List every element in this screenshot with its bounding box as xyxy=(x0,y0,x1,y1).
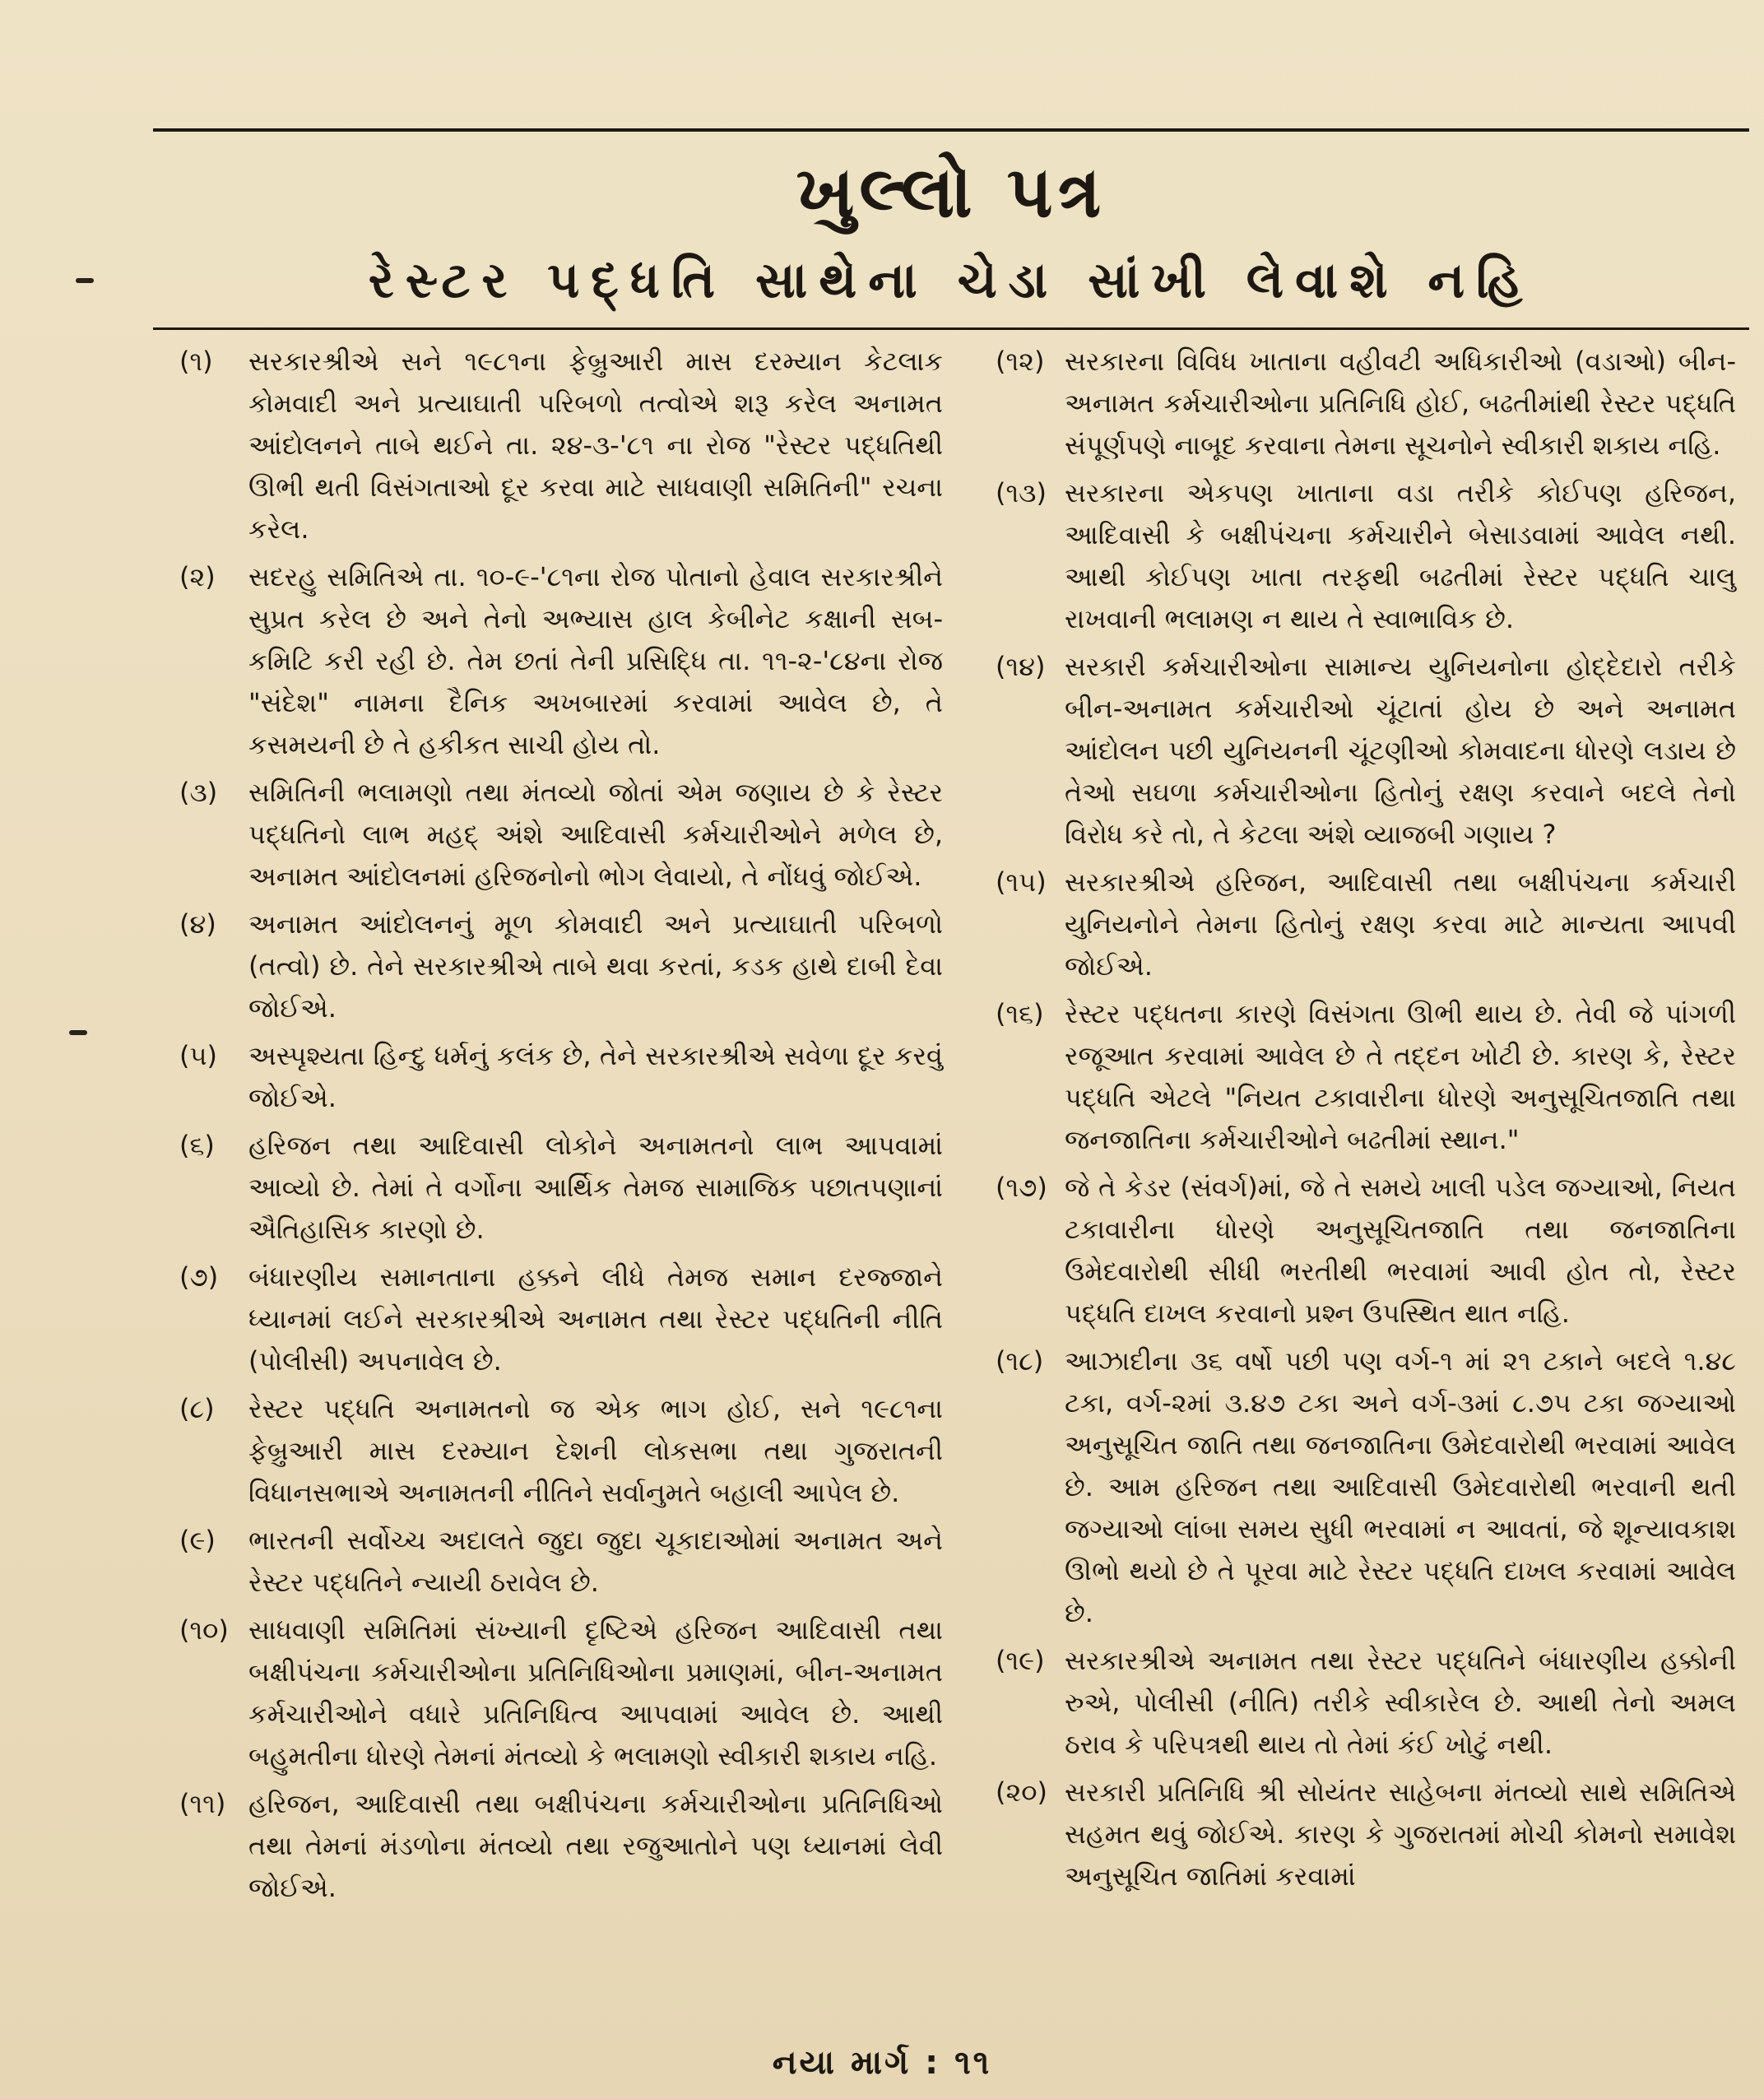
point-number: (૨૦) xyxy=(996,1776,1048,1808)
point-text: સરકારી કર્મચારીઓના સામાન્ય યુનિયનોના હોદ્દેદારો તરીકે બીન-અનામત કર્મચારીઓ ચૂંટાતાં હોય છે અને અનામત આંદોલન પછી યુનિયનની ચૂંટણીઓ કોમવાદના ધોરણે લડાય છે તેઓ સઘળા કર્મચારીઓના હિતોનું રક્ષણ કરવાને બદલે તેનો વિરોધ કરે તો, તે કેટલા અંશે વ્યાજબી ગણાય ? xyxy=(1065,651,1736,850)
point-number: (૩) xyxy=(179,777,218,808)
numbered-point xyxy=(996,472,1736,640)
punch-mark xyxy=(76,278,94,283)
point-number: (૧૧) xyxy=(179,1788,226,1819)
point-number: (૧૩) xyxy=(996,477,1047,508)
point-number: (૫) xyxy=(179,1040,217,1071)
numbered-point xyxy=(179,1783,943,1909)
point-text: સરકારશ્રીએ અનામત તથા રેસ્ટર પદ્ધતિને બંધારણીય હક્કોની રુએ, પોલીસી (નીતિ) તરીકે સ્વીકારેલ છે. આથી તેનો અમલ ઠરાવ કે પરિપત્રથી થાય તો તેમાં કંઈ ખોટું નથી. xyxy=(1065,1645,1736,1760)
punch-mark xyxy=(69,1030,87,1035)
title-divider xyxy=(153,327,1749,330)
numbered-point xyxy=(996,1772,1736,1897)
numbered-point xyxy=(179,556,943,766)
point-number: (૧૬) xyxy=(996,998,1044,1029)
point-text: રેસ્ટર પદ્ધતના કારણે વિસંગતા ઊભી થાય છે. તેવી જે પાંગળી રજૂઆત કરવામાં આવેલ છે તે તદ્દન ખોટી છે. કારણ કે, રેસ્ટર પદ્ધતિ એટલે "નિયત ટકાવારીના ધોરણે અનુસૂચિતજાતિ તથા જનજાતિના કર્મચારીઓને બઢતીમાં સ્થાન." xyxy=(1065,998,1736,1155)
point-number: (૨) xyxy=(179,561,216,592)
point-text: સરકારના વિવિધ ખાતાના વહીવટી અધિકારીઓ (વડાઓ) બીન-અનામત કર્મચારીઓના પ્રતિનિધિ હોઈ, બઢતીમાંથી રેસ્ટર પદ્ધતિ સંપૂર્ણપણે નાબૂદ કરવાના તેમના સૂચનોને સ્વીકારી શકાય નહિ. xyxy=(1065,346,1736,461)
point-text: અનામત આંદોલનનું મૂળ કોમવાદી અને પ્રત્યાઘાતી પરિબળો (તત્વો) છે. તેને સરકારશ્રીએ તાબે થવા કરતાં, કડક હાથે દાબી દેવા જોઈએ. xyxy=(248,908,943,1024)
numbered-point xyxy=(179,341,943,550)
numbered-point xyxy=(996,646,1736,856)
point-text: સમિતિની ભલામણો તથા મંતવ્યો જોતાં એમ જણાય છે કે રેસ્ટર પદ્ધતિનો લાભ મહદ્ અંશે આદિવાસી કર્મચારીઓને મળેલ છે, અનામત આંદોલનમાં હરિજનોનો ભોગ લેવાયો, તે નોંધવું જોઈએ. xyxy=(248,777,943,892)
page-footer: નયા માર્ગ : ૧૧ xyxy=(772,2044,992,2082)
point-text: જે તે કેડર (સંવર્ગ)માં, જે તે સમયે ખાલી પડેલ જગ્યાઓ, નિયત ટકાવારીના ધોરણે અનુસૂચિતજાતિ તથા જનજાતિના ઉમેદવારોથી સીધી ભરતીથી ભરવામાં આવી હોત તો, રેસ્ટર પદ્ધતિ દાખલ કરવાનો પ્રશ્ન ઉપસ્થિત થાત નહિ. xyxy=(1065,1172,1736,1329)
numbered-point xyxy=(996,341,1736,467)
numbered-point xyxy=(179,1520,943,1604)
point-text: સરકારના એકપણ ખાતાના વડા તરીકે કોઈપણ હરિજન, આદિવાસી કે બક્ષીપંચના કર્મચારીને બેસાડવામાં આવેલ નથી. આથી કોઈપણ ખાતા તરફથી બઢતીમાં રેસ્ટર પદ્ધતિ ચાલુ રાખવાની ભલામણ ન થાય તે સ્વાભાવિક છે. xyxy=(1065,477,1736,634)
numbered-point xyxy=(996,861,1736,987)
point-text: હરિજન તથા આદિવાસી લોકોને અનામતનો લાભ આપવામાં આવ્યો છે. તેમાં તે વર્ગોના આર્થિક તેમજ સામાજિક પછાતપણાનાં ઐતિહાસિક કારણો છે. xyxy=(248,1130,943,1245)
point-number: (૧૫) xyxy=(996,866,1047,898)
numbered-point xyxy=(179,1035,943,1119)
point-text: સદરહુ સમિતિએ તા. ૧૦-૯-'૮૧ના રોજ પોતાનો હેવાલ સરકારશ્રીને સુપ્રત કરેલ છે અને તેનો અભ્યાસ હાલ કેબીનેટ કક્ષાની સબ-કમિટિ કરી રહી છે. તેમ છતાં તેની પ્રસિદ્ધિ તા. ૧૧-૨-'૮૪ના રોજ "સંદેશ" નામના દૈનિક અખબારમાં કરવામાં આવેલ છે, તે કસમયની છે તે હકીકત સાચી હોય તો. xyxy=(248,561,943,760)
point-number: (૬) xyxy=(179,1130,215,1161)
point-text: સરકારશ્રીએ સને ૧૯૮૧ના ફેબ્રુઆરી માસ દરમ્યાન કેટલાક કોમવાદી અને પ્રત્યાઘાતી પરિબળો તત્વોએ શરૂ કરેલ અનામત આંદોલનને તાબે થઈને તા. ૨૪-૩-'૮૧ ના રોજ "રેસ્ટર પદ્ધતિથી ઊભી થતી વિસંગતાઓ દૂર કરવા માટે સાધવાણી સમિતિની" રચના કરેલ. xyxy=(248,346,943,545)
point-number: (૧૪) xyxy=(996,651,1046,682)
page-subtitle: રેસ્ટર પદ્ધતિ સાથેના ચેડા સાંખી લેવાશે નહિ xyxy=(368,252,1534,309)
point-text: હરિજન, આદિવાસી તથા બક્ષીપંચના કર્મચારીઓના પ્રતિનિધિઓ તથા તેમનાં મંડળોના મંતવ્યો તથા રજુઆતોને પણ ધ્યાનમાં લેવી જોઈએ. xyxy=(248,1788,943,1903)
point-text: રેસ્ટર પદ્ધતિ અનામતનો જ એક ભાગ હોઈ, સને ૧૯૮૧ના ફેબ્રુઆરી માસ દરમ્યાન દેશની લોકસભા તથા ગુજરાતની વિધાનસભાએ અનામતની નીતિને સર્વાનુમતે બહાલી આપેલ છે. xyxy=(248,1393,943,1508)
numbered-point xyxy=(996,1340,1736,1634)
top-rule xyxy=(153,128,1749,132)
point-number: (૧૦) xyxy=(179,1614,229,1646)
point-number: (૮) xyxy=(179,1393,215,1424)
point-number: (૯) xyxy=(179,1525,216,1556)
point-text: અસ્પૃશ્યતા હિન્દુ ધર્મનું કલંક છે, તેને સરકારશ્રીએ સવેળા દૂર કરવું જોઈએ. xyxy=(248,1040,943,1113)
point-number: (૪) xyxy=(179,908,216,940)
point-text: સાધવાણી સમિતિમાં સંખ્યાની દૃષ્ટિએ હરિજન આદિવાસી તથા બક્ષીપંચના કર્મચારીઓના પ્રતિનિધિઓના પ્રમાણમાં, બીન-અનામત કર્મચારીઓને વધારે પ્રતિનિધિત્વ આપવામાં આવેલ છે. આથી બહુમતીના ધોરણે તેમનાં મંતવ્યો કે ભલામણો સ્વીકારી શકાય નહિ. xyxy=(248,1614,943,1772)
numbered-point xyxy=(179,1125,943,1251)
right-column xyxy=(996,341,1736,1903)
point-text: આઝાદીના ૩૬ વર્ષો પછી પણ વર્ગ-૧ માં ૨૧ ટકાને બદલે ૧.૪૮ ટકા, વર્ગ-૨માં ૩.૪૭ ટકા અને વર્ગ-૩માં ૮.૭૫ ટકા જગ્યાઓ અનુસૂચિત જાતિ તથા જનજાતિના ઉમેદવારોથી ભરવામાં આવેલ છે. આમ હરિજન તથા આદિવાસી ઉમેદવારોથી ભરવાની થતી જગ્યાઓ લાંબા સમય સુધી ભરવામાં ન આવતાં, જે શૂન્યાવકાશ ઊભો થયો છે તે પૂરવા માટે રેસ્ટર પદ્ધતિ દાખલ કરવામાં આવેલ છે. xyxy=(1065,1345,1736,1628)
point-text: ભારતની સર્વોચ્ચ અદાલતે જુદા જુદા ચૂકાદાઓમાં અનામત અને રેસ્ટર પદ્ધતિને ન્યાયી ઠરાવેલ છે. xyxy=(248,1525,943,1598)
numbered-point xyxy=(996,1640,1736,1766)
numbered-point xyxy=(996,993,1736,1161)
point-number: (૧૨) xyxy=(996,346,1045,377)
numbered-point xyxy=(179,772,943,898)
point-text: સરકારી પ્રતિનિધિ શ્રી સોયંતર સાહેબના મંતવ્યો સાથે સમિતિએ સહમત થવું જોઈએ. કારણ કે ગુજરાતમાં મોચી કોમનો સમાવેશ અનુસૂચિત જાતિમાં કરવામાં xyxy=(1065,1776,1736,1892)
point-number: (૧૯) xyxy=(996,1645,1045,1676)
point-number: (૧૭) xyxy=(996,1172,1047,1203)
point-text: સરકારશ્રીએ હરિજન, આદિવાસી તથા બક્ષીપંચના કર્મચારી યુનિયનોને તેમના હિતોનું રક્ષણ કરવા માટે માન્યતા આપવી જોઈએ. xyxy=(1065,866,1736,982)
numbered-point xyxy=(179,1388,943,1514)
numbered-point xyxy=(179,1609,943,1777)
numbered-point xyxy=(996,1167,1736,1335)
left-column xyxy=(179,341,943,1915)
point-number: (૧૮) xyxy=(996,1345,1044,1377)
point-number: (૭) xyxy=(179,1261,219,1293)
point-text: બંધારણીય સમાનતાના હક્કને લીધે તેમજ સમાન દરજ્જાને ધ્યાનમાં લઈને સરકારશ્રીએ અનામત તથા રેસ્ટર પદ્ધતિની નીતિ (પોલીસી) અપનાવેલ છે. xyxy=(248,1261,943,1377)
page-title: ખુલ્લો પત્ર xyxy=(796,151,1107,234)
numbered-point xyxy=(179,1256,943,1382)
numbered-point xyxy=(179,903,943,1029)
point-number: (૧) xyxy=(179,346,213,377)
